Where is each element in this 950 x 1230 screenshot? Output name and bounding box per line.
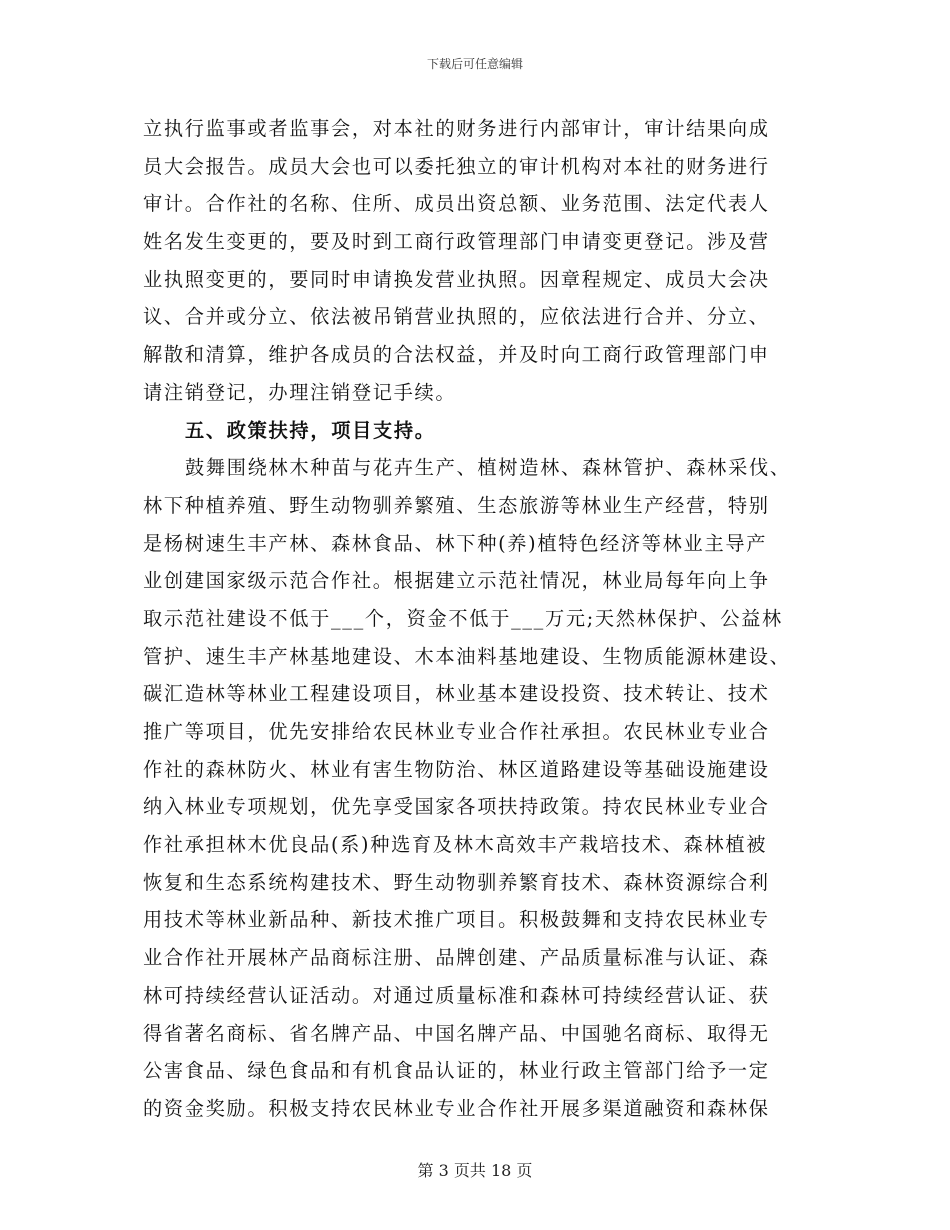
- body-line: 业合作社开展林产品商标注册、品牌创建、产品质量标准与认证、森: [143, 946, 770, 970]
- body-line: 员大会报告。成员大会也可以委托独立的审计机构对本社的财务进行: [143, 154, 770, 178]
- paragraph-first-line: 鼓舞围绕林木种苗与花卉生产、植树造林、森林管护、森林采伐、: [185, 456, 791, 480]
- page-number: 第 3 页共 18 页: [417, 1161, 533, 1180]
- body-line: 用技术等林业新品种、新技术推广项目。积极鼓舞和支持农民林业专: [143, 908, 770, 932]
- body-line: 作社承担林木优良品(系)种选育及林木高效丰产栽培技术、森林植被: [143, 833, 768, 857]
- body-line: 管护、速生丰产林基地建设、木本油料基地建设、生物质能源林建设、: [143, 644, 791, 668]
- body-line: 作社的森林防火、林业有害生物防治、林区道路建设等基础设施建设: [143, 757, 770, 781]
- body-line: 姓名发生变更的，要及时到工商行政管理部门申请变更登记。涉及营: [143, 230, 770, 254]
- body-line: 纳入林业专项规划，优先享受国家各项扶持政策。持农民林业专业合: [143, 795, 770, 819]
- body-line: 立执行监事或者监事会，对本社的财务进行内部审计，审计结果向成: [143, 117, 770, 140]
- section-heading: 五、政策扶持，项目支持。: [185, 418, 436, 442]
- body-line: 的资金奖励。积极支持农民林业专业合作社开展多渠道融资和森林保: [143, 1096, 770, 1120]
- page-header-note: 下载后可任意编辑: [426, 57, 523, 71]
- body-line: 林下种植养殖、野生动物驯养繁殖、生态旅游等林业生产经营，特别: [143, 493, 770, 517]
- body-line: 推广等项目，优先安排给农民林业专业合作社承担。农民林业专业合: [143, 720, 770, 743]
- body-line: 解散和清算，维护各成员的合法权益，并及时向工商行政管理部门申: [143, 343, 770, 367]
- body-line: 得省著名商标、省名牌产品、中国名牌产品、中国驰名商标、取得无: [143, 1021, 770, 1045]
- body-line: 林可持续经营认证活动。对通过质量标准和森林可持续经营认证、获: [143, 983, 770, 1007]
- body-line: 是杨树速生丰产林、森林食品、林下种(养)植特色经济等林业主导产: [143, 531, 768, 555]
- body-line: 业创建国家级示范合作社。根据建立示范社情况，林业局每年向上争: [143, 569, 770, 593]
- body-line: 公害食品、绿色食品和有机食品认证的，林业行政主管部门给予一定: [143, 1059, 770, 1083]
- body-line: 取示范社建设不低于___个，资金不低于___万元;天然林保护、公益林: [143, 606, 783, 630]
- body-line: 审计。合作社的名称、住所、成员出资总额、业务范围、法定代表人: [143, 192, 770, 216]
- body-line: 碳汇造林等林业工程建设项目，林业基本建设投资、技术转让、技术: [143, 682, 770, 706]
- document-body: [143, 110, 808, 1128]
- body-line: 恢复和生态系统构建技术、野生动物驯养繁育技术、森林资源综合利: [143, 870, 770, 894]
- body-line: 请注销登记，办理注销登记手续。: [143, 380, 457, 404]
- body-line: 业执照变更的，要同时申请换发营业执照。因章程规定、成员大会决: [143, 267, 770, 291]
- body-line: 议、合并或分立、依法被吊销营业执照的，应依法进行合并、分立、: [143, 305, 770, 329]
